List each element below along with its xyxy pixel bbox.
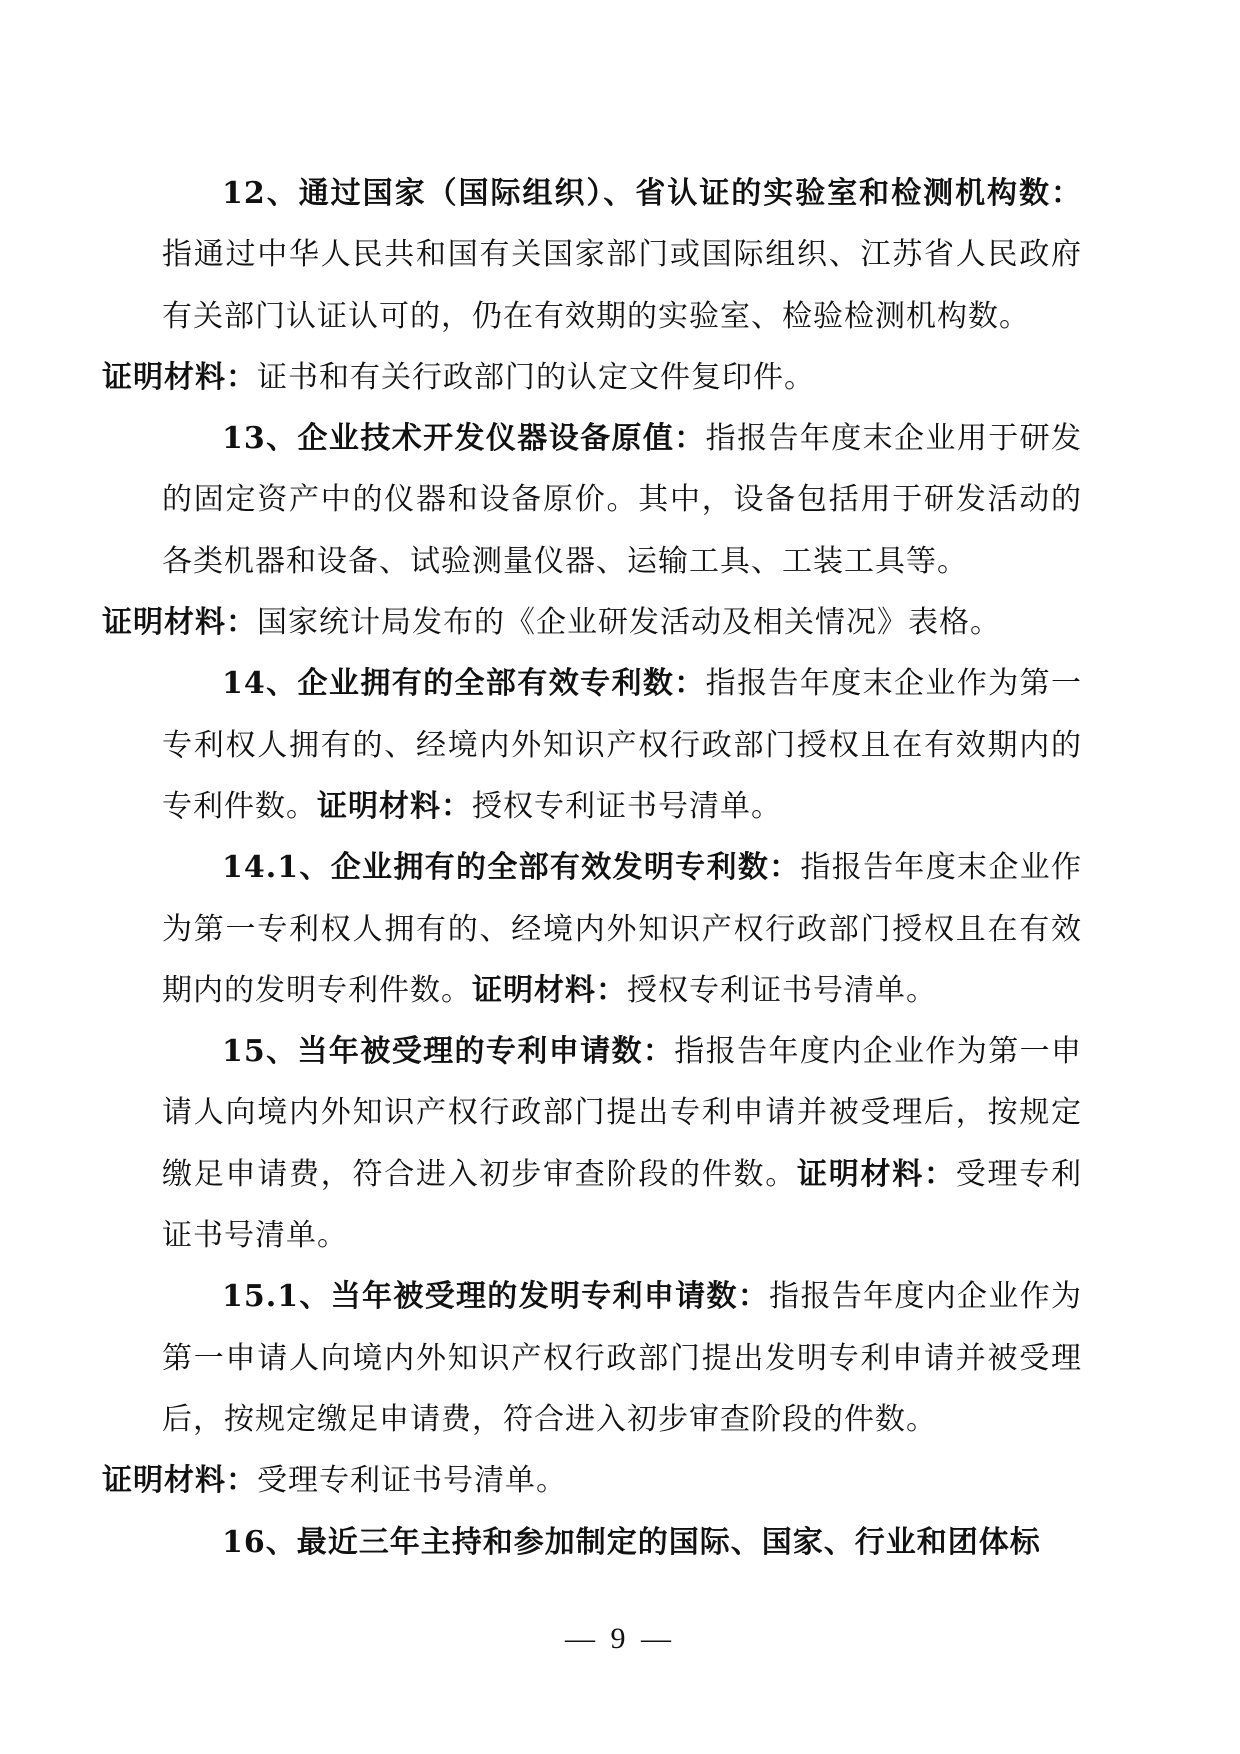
item-12-definition: 指通过中华人民共和国有关国家部门或国际组织、江苏省人民政府有关部门认证认可的，仍在有效期的实验室、检验检测机构数。 xyxy=(162,237,1082,334)
item-16-term: 16、最近三年主持和参加制定的国际、国家、行业和团体标 xyxy=(222,1524,1041,1560)
item-13-evidence: 国家统计局发布的《企业研发活动及相关情况》表格。 xyxy=(257,605,1001,641)
item-14-paragraph xyxy=(162,653,1082,837)
item-12-paragraph xyxy=(102,163,1082,408)
item-14-1-evidence-label: 证明材料： xyxy=(472,972,627,1008)
item-13-paragraph xyxy=(102,408,1083,653)
item-15-1-definition: 指报告年度内企业作为第一申请人向境内外知识产权行政部门提出发明专利申请并被受理后，按规定缴足申请费，符合进入初步审查阶段的件数。 xyxy=(162,1279,1082,1437)
page-number: — 9 — xyxy=(565,1622,675,1655)
item-14-definition: 指报告年度末企业作为第一专利权人拥有的、经境内外知识产权行政部门授权且在有效期内的专利件数。 xyxy=(162,666,1083,824)
item-14-1-paragraph xyxy=(162,837,1082,1021)
item-15-paragraph xyxy=(162,1021,1082,1266)
item-15-evidence-label: 证明材料： xyxy=(797,1156,956,1192)
item-15-evidence: 受理专利证书号清单。 xyxy=(162,1156,1082,1254)
item-14-term: 14、企业拥有的全部有效专利数： xyxy=(222,666,706,702)
item-15-term: 15、当年被受理的专利申请数： xyxy=(222,1034,675,1070)
item-13-term: 13、企业技术开发仪器设备原值： xyxy=(222,421,706,457)
item-14-evidence-label: 证明材料： xyxy=(317,788,472,824)
item-14-evidence: 授权专利证书号清单。 xyxy=(472,788,782,824)
item-12-evidence-label: 证明材料： xyxy=(102,359,257,395)
item-15-1-term: 15.1、当年被受理的发明专利申请数： xyxy=(222,1279,770,1315)
document-body xyxy=(102,163,1083,1593)
item-13-evidence-label: 证明材料： xyxy=(102,605,257,641)
item-15-1-evidence: 受理专利证书号清单。 xyxy=(257,1463,567,1499)
item-14-1-term: 14.1、企业拥有的全部有效发明专利数： xyxy=(222,850,801,886)
item-14-1-evidence: 授权专利证书号清单。 xyxy=(627,972,937,1008)
item-15-1-evidence-label: 证明材料： xyxy=(102,1463,257,1499)
item-15-1-paragraph xyxy=(102,1266,1082,1511)
item-14-1-definition: 指报告年度末企业作为第一专利权人拥有的、经境内外知识产权行政部门授权且在有效期内的发明专利件数。 xyxy=(162,850,1082,1008)
item-13-definition: 指报告年度末企业用于研发的固定资产中的仪器和设备原价。其中，设备包括用于研发活动的各类机器和设备、试验测量仪器、运输工具、工装工具等。 xyxy=(162,421,1083,579)
item-15-definition: 指报告年度内企业作为第一申请人向境内外知识产权行政部门提出专利申请并被受理后，按规定缴足申请费，符合进入初步审查阶段的件数。 xyxy=(162,1034,1083,1192)
item-12-term: 12、通过国家（国际组织）、省认证的实验室和检测机构数： xyxy=(222,176,1082,211)
item-12-evidence: 证书和有关行政部门的认定文件复印件。 xyxy=(257,359,815,395)
item-16-paragraph xyxy=(162,1512,1082,1573)
